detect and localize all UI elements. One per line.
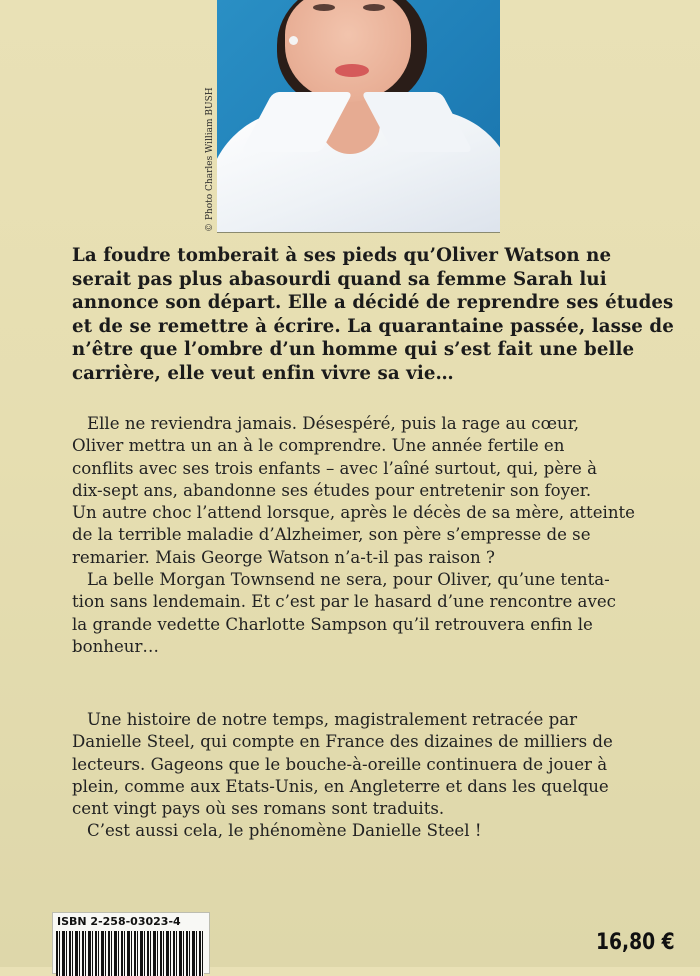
lead-line: carrière, elle veut enfin vivre sa vie… [72, 362, 454, 384]
lead-paragraph [72, 244, 690, 385]
barcode-icon [56, 931, 204, 976]
paragraph-line: plein, comme aux Etats-Unis, en Angleterre et dans les quelque [72, 776, 609, 796]
paragraph-3 [72, 709, 690, 843]
paragraph-line: Une histoire de notre temps, magistralement retracée par [87, 710, 578, 729]
paragraph-line: Un autre choc l’attend lorsque, après le décès de sa mère, atteinte [72, 503, 635, 523]
paragraph-1 [72, 413, 690, 569]
author-photo [217, 0, 500, 233]
paragraph-line: dix-sept ans, abandonne ses études pour entretenir son foyer. [72, 480, 592, 500]
paragraph-2 [72, 569, 690, 658]
isbn-label: ISBN 2-258-03023-4 [57, 915, 181, 928]
paragraph-line: de la terrible maladie d’Alzheimer, son père s’empresse de se [72, 525, 591, 545]
paragraph-line: bonheur… [72, 636, 160, 656]
photo-credit: © Photo Charles William BUSH [205, 87, 215, 232]
paragraph-line: Oliver mettra un an à le comprendre. Une année fertile en [72, 436, 565, 456]
paragraph-line: conflits avec ses trois enfants – avec l’aîné surtout, qui, père à [72, 458, 597, 478]
paragraph-line: cent vingt pays où ses romans sont traduits. [72, 799, 445, 819]
lead-line: n’être que l’ombre d’un homme qui s’est fait une belle [72, 339, 635, 360]
paragraph-line: La belle Morgan Townsend ne sera, pour Oliver, qu’une tenta- [87, 570, 610, 589]
lead-line: annonce son départ. Elle a décidé de reprendre ses études [72, 292, 674, 313]
paragraph-line: la grande vedette Charlotte Sampson qu’il retrouvera enfin le [72, 614, 593, 634]
price-label: 16,80 € [596, 930, 675, 955]
paragraph-line: Elle ne reviendra jamais. Désespéré, puis la rage au cœur, [87, 414, 580, 433]
lead-line: serait pas plus abasourdi quand sa femme Sarah lui [72, 268, 607, 290]
paragraph-line: remarier. Mais George Watson n’a-t-il pas raison ? [72, 547, 495, 567]
barcode [52, 912, 210, 974]
paragraph-line: Danielle Steel, qui compte en France des dizaines de milliers de [72, 732, 613, 752]
lead-line: et de se remettre à écrire. La quarantaine passée, lasse de [72, 315, 674, 337]
paragraph-line: lecteurs. Gageons que le bouche-à-oreille continuera de jouer à [72, 754, 608, 774]
lead-line: La foudre tomberait à ses pieds qu’Oliver Watson ne [72, 245, 612, 266]
paragraph-line: tion sans lendemain. Et c’est par le hasard d’une rencontre avec [72, 592, 616, 612]
closing-line: C’est aussi cela, le phénomène Danielle Steel ! [87, 821, 482, 841]
